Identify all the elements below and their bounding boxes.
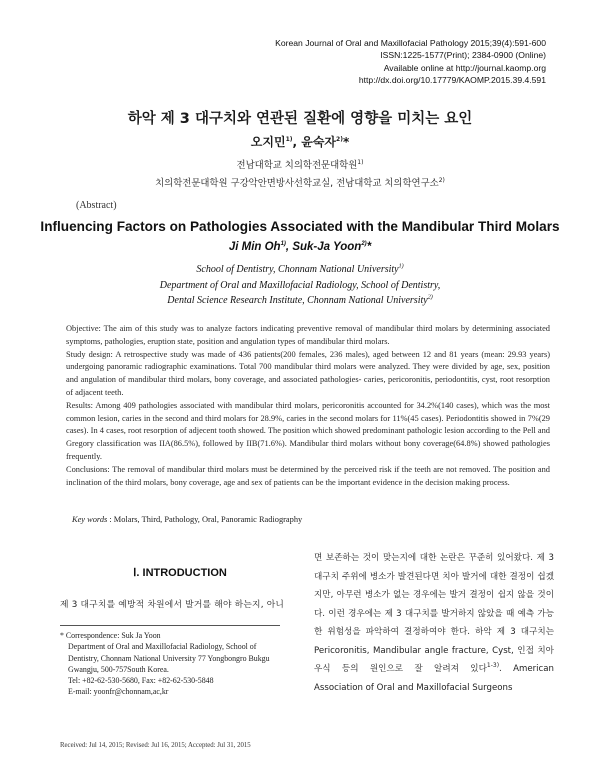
received-dates: Received: Jul 14, 2015; Revised: Jul 16, 2015; Accepted: Jul 31, 2015 [60,742,251,749]
keywords [72,515,302,524]
korean-author-1: 오지민 [250,135,286,149]
korean-authors [0,133,600,150]
introduction-right-paragraph [314,549,554,697]
abstract-body [66,323,550,489]
corresponding-mark: * [342,135,350,149]
korean-aff-2-sup: 2) [438,176,445,184]
journal-doi: http://dx.doi.org/10.17779/KAOMP.2015.39.4.591 [358,75,546,86]
korean-author-2-sup: 2) [336,136,343,143]
correspondence-footnote [60,630,296,698]
abstract-results: Results: Among 409 pathologies associated with mandibular third molars, pericoronitis accounted for 34.2%(140 cases), which was the most common lesion, caries in the second and third molars for 28.9%, caries in the second molars for 11%(45 cases). Periodontitis showed in 7%(29 cases). In 4 cases, root resorption of adjecent tooth showed. The position which showed predominant pathologic lesion according to the Pell and Gregory classification was IIA(86.5%), followed by IIB(71.6%). Mandibular third molars without bony coverage(64.8%) showed pathologies frequently. [66,400,550,461]
english-affiliation-3 [0,295,600,306]
korean-affiliation-1 [0,157,600,171]
english-aff-3-sup: 2) [427,294,433,301]
english-author-1: Ji Min Oh [228,241,281,253]
korean-author-sep: , [292,135,302,149]
english-aff-1-sup: 1) [398,263,404,270]
journal-citation: Korean Journal of Oral and Maxillofacial Pathology 2015;39(4):591-600 [275,38,546,48]
journal-header [275,37,546,87]
journal-issn: ISSN:1225-1577(Print); 2384-0900 (Online) [380,50,546,61]
korean-title: 하악 제 3 대구치와 연관된 질환에 영향을 미치는 요인 [127,111,473,127]
introduction-right-tail: . American Association of Oral and Maxillofacial Surgeons [314,664,554,693]
introduction-right-column [314,549,554,697]
korean-affiliation-2 [0,175,600,189]
english-author-1-sup: 1) [280,241,286,248]
reference-citation: 1-3) [486,662,500,670]
english-author-2-sup: 2) [361,241,367,248]
korean-author-2: 윤숙자 [301,135,337,149]
correspondence-line-1: * Correspondence: Suk Ja Yoon [60,631,161,640]
correspondence-line-3: Dentistry, Chonnam National University 77 Yongbongro Bukgu [68,653,270,663]
english-corresponding-mark: * [366,241,372,253]
abstract-conclusions: Conclusions: The removal of mandibular third molars must be determined by the perceived risk if the teeth are not removed. The position and inclination of the third molars, bony coverage, age and sex of patients can be the important evidence in the decision making process. [66,464,550,487]
keywords-label: Key words [72,515,108,524]
introduction-right-text: 면 보존하는 것이 맞는지에 대한 논란은 꾸준히 있어왔다. 제 3 대구치 주위에 병소가 발견된다면 치아 발거에 대한 결정이 쉽겠지만, 아무런 병소가 없는 경우에는 발거 결정이 쉽지 않을 것이다. 이런 경우에는 제 3 대구치를 발거하지 않았을 때 예측 가능한 위험성을 파악하여 결정하여야 한다. 하악 제 3 대구치는 Pericoronitis, Mandibular angle fracture, Cyst, 인접 치아 우식 등의 원인으로 잘 알려져 있다 [314,553,554,674]
korean-aff-1-text: 전남대학교 치의학전문대학원 [236,160,358,171]
abstract-label: (Abstract) [76,200,117,211]
english-authors [0,241,600,253]
korean-aff-1-sup: 1) [357,158,364,166]
correspondence-line-4: Gwangju, 500-757South Korea. [68,664,169,674]
english-affiliation-2: Department of Oral and Maxillofacial Radiology, School of Dentistry, [159,280,441,291]
footnote-divider [60,625,280,626]
english-title: Influencing Factors on Pathologies Associated with the Mandibular Third Molars [40,219,560,234]
english-affiliation-1 [0,264,600,275]
correspondence-email: E-mail: yoonfr@chonnam,ac,kr [68,687,169,697]
korean-author-1-sup: 1) [285,136,293,143]
abstract-objective: Objective: The aim of this study was to analyze factors indicating preventive removal of mandibular third molars by determining associated symptoms, pathologies, eruption state, position and angulation types of mandibular third molars. [66,324,550,346]
journal-url: Available online at http://journal.kaomp.org [383,62,546,73]
abstract-study-design: Study design: A retrospective study was made of 436 patients(200 females, 236 males), aged between 12 and 81 years (mean: 29.93 years) undergoing panoramic radiographic examinations. Total 700 mandibular third molars were analyzed. They were divided by age, sex, position and angulation of mandibular third molars, bony coverage, and associated pathologies- caries, pericoronitis, periodontitis, cyst, root resorption of adjacent teeth. [66,349,550,397]
korean-aff-2-text: 치의학전문대학원 구강악안면방사선학교실, 전남대학교 치의학연구소 [155,178,439,189]
english-aff-1-text: School of Dentistry, Chonnam National University [196,264,399,275]
english-author-2: Suk-Ja Yoon [292,241,362,253]
correspondence-line-2: Department of Oral and Maxillofacial Radiology, School of [68,642,257,652]
english-aff-3-text: Dental Science Research Institute, Chonnam National University [167,295,428,306]
introduction-heading: Ⅰ. INTRODUCTION [133,567,227,579]
english-author-sep: , [285,241,293,253]
correspondence-line-5: Tel: +82-62-530-5680, Fax: +82-62-530-5848 [68,676,214,686]
introduction-left-text: 제 3 대구치를 예방적 차원에서 발거를 해야 하는지, 아니 [60,600,285,610]
keywords-text: : Molars, Third, Pathology, Oral, Panoramic Radiography [107,515,303,524]
